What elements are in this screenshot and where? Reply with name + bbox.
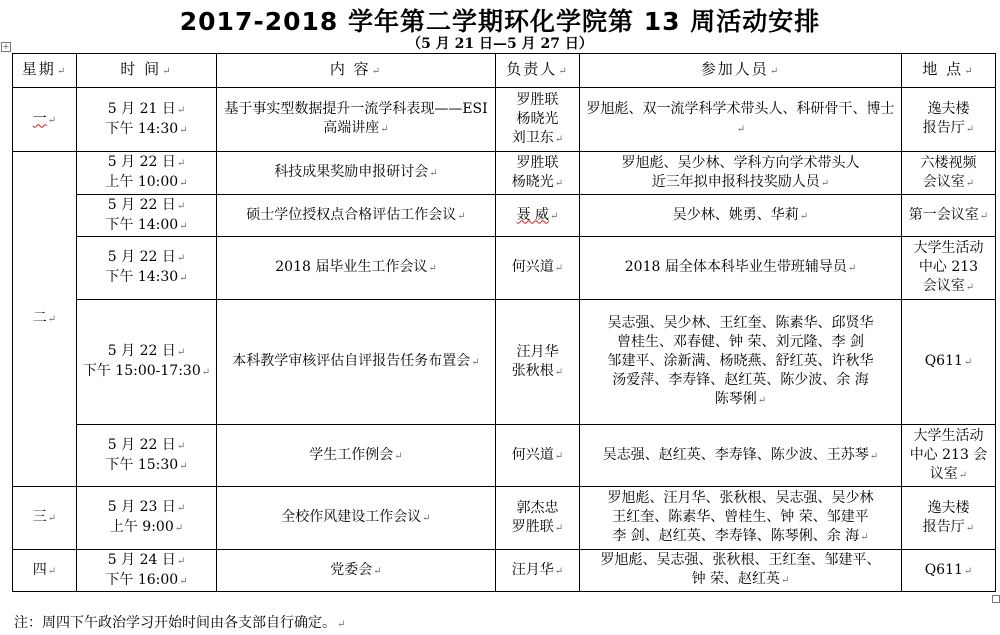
participants-cell: 罗旭彪、汪月华、张秋根、吴志强、吴少林 王红奎、陈素华、曾桂生、钟 荣、邹建平 李 剑、赵红英、李寿锋、陈琴俐、余 海↵ [580,487,902,550]
table-row [13,550,996,592]
header-row [13,54,996,88]
header-content: 内 容↵ [217,54,496,88]
content-cell: 学生工作例会↵ [217,425,496,487]
table-resize-handle-icon[interactable] [992,595,1000,603]
place-cell: 大学生活动 中心 213 会 议室↵ [902,425,996,487]
schedule-table [12,53,996,592]
leader-cell: 何兴道↵ [496,237,580,300]
content-cell: 硕士学位授权点合格评估工作会议↵ [217,195,496,237]
leader-cell: 罗胜联 杨晓光 刘卫东↵ [496,88,580,152]
content-cell: 全校作风建设工作会议↵ [217,487,496,550]
header-day: 星期↵ [13,54,77,88]
table-move-handle-icon[interactable]: + [2,42,10,51]
time-cell: 5 月 22 日↵ 上午 10:00↵ [77,152,217,195]
participants-cell: 罗旭彪、吴少林、学科方向学术带头人 近三年拟申报科技奖励人员↵ [580,152,902,195]
page-subtitle: （5 月 21 日—5 月 27 日） [407,36,593,52]
leader-cell: 汪月华 张秋根↵ [496,300,580,425]
page-title: 2017-2018 学年第二学期环化学院第 13 周活动安排 [179,7,821,36]
place-cell: Q611↵ [902,550,996,592]
place-cell: 逸夫楼 报告厅↵ [902,487,996,550]
day-cell: 三↵ [13,487,77,550]
table-row [13,195,996,237]
content-cell: 2018 届毕业生工作会议↵ [217,237,496,300]
participants-cell: 吴志强、赵红英、李寿锋、陈少波、王苏琴↵ [580,425,902,487]
leader-cell: 何兴道↵ [496,425,580,487]
place-cell: 第一会议室↵ [902,195,996,237]
content-cell: 本科教学审核评估自评报告任务布置会↵ [217,300,496,425]
time-cell: 5 月 22 日↵ 下午 15:30↵ [77,425,217,487]
participants-cell: 2018 届全体本科毕业生带班辅导员↵ [580,237,902,300]
header-time: 时 间↵ [77,54,217,88]
place-cell: 逸夫楼 报告厅↵ [902,88,996,152]
header-participants: 参加人员↵ [580,54,902,88]
time-cell: 5 月 24 日↵ 下午 16:00↵ [77,550,217,592]
footnote: 注：周四下午政治学习开始时间由各支部自行确定。↵ [14,615,346,631]
table-row [13,237,996,300]
time-cell: 5 月 22 日↵ 下午 14:30↵ [77,237,217,300]
header-leader: 负责人↵ [496,54,580,88]
table-row [13,487,996,550]
leader-cell: 郭杰忠 罗胜联↵ [496,487,580,550]
day-cell: 四↵ [13,550,77,592]
time-cell: 5 月 22 日↵ 下午 15:00-17:30↵ [77,300,217,425]
participants-cell: 罗旭彪、吴志强、张秋根、王红奎、邹建平、 钟 荣、赵红英↵ [580,550,902,592]
time-cell: 5 月 23 日↵ 上午 9:00↵ [77,487,217,550]
time-cell: 5 月 22 日↵ 下午 14:00↵ [77,195,217,237]
leader-cell: 汪月华↵ [496,550,580,592]
day-cell: 二↵ [13,152,77,487]
content-cell: 基于事实型数据提升一流学科表现——ESI 高端讲座↵ [217,88,496,152]
table-row [13,300,996,425]
place-cell: 六楼视频 会议室↵ [902,152,996,195]
participants-cell: 吴少林、姚勇、华莉↵ [580,195,902,237]
participants-cell: 吴志强、吴少林、王红奎、陈素华、邱贤华 曾桂生、邓春健、钟 荣、刘元隆、李 剑 邹建平、涂新满、杨晓燕、舒红英、许秋华 汤爱萍、李寿锋、赵红英、陈少波、余 海 陈琴俐↵ [580,300,902,425]
place-cell: 大学生活动 中心 213 会议室↵ [902,237,996,300]
content-cell: 科技成果奖励申报研讨会↵ [217,152,496,195]
content-cell: 党委会↵ [217,550,496,592]
day-cell: 一↵ [13,88,77,152]
table-row [13,88,996,152]
table-row [13,425,996,487]
table-row [13,152,996,195]
time-cell: 5 月 21 日↵ 下午 14:30↵ [77,88,217,152]
place-cell: Q611↵ [902,300,996,425]
leader-cell: 罗胜联 杨晓光↵ [496,152,580,195]
participants-cell: 罗旭彪、双一流学科学术带头人、科研骨干、博士↵ [580,88,902,152]
header-place: 地 点↵ [902,54,996,88]
leader-cell: 聂 威↵ [496,195,580,237]
